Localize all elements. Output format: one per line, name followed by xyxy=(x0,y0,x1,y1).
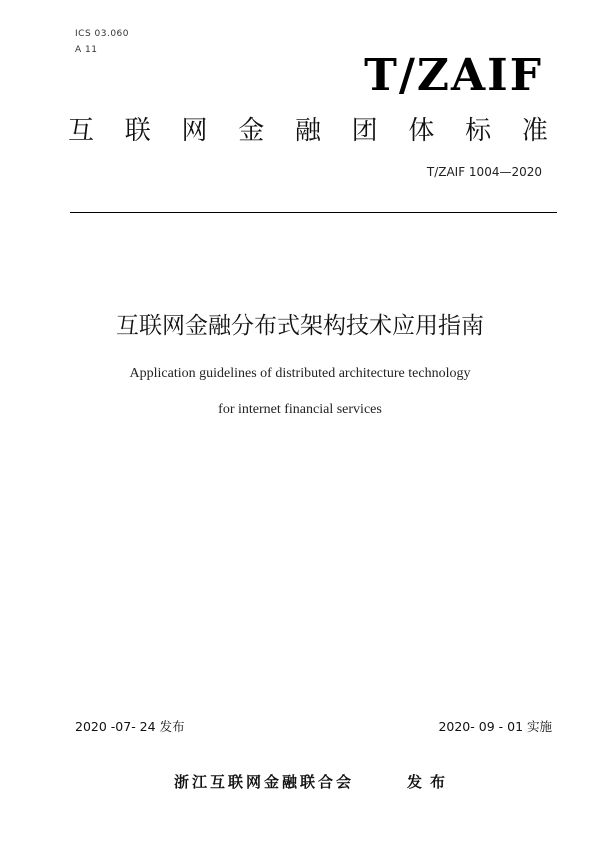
publish-date: 2020 -07- 24 发布 xyxy=(75,719,185,734)
publish-label: 发布 xyxy=(407,773,454,791)
document-title-english-line1: Application guidelines of distributed architecture technology xyxy=(129,366,471,381)
standard-type-char: 金 xyxy=(238,116,265,146)
standard-type-char: 互 xyxy=(68,116,95,146)
publisher-name: 浙江互联网金融联合会 xyxy=(174,773,355,791)
implement-date: 2020- 09 - 01 实施 xyxy=(438,719,552,734)
standard-code-logo: T/ZAIF xyxy=(364,50,543,101)
standard-type-char: 准 xyxy=(521,116,548,146)
document-title-english-line2: for internet financial services xyxy=(218,402,382,417)
standard-type-char: 联 xyxy=(124,116,151,146)
ccs-code: A 11 xyxy=(75,45,98,55)
standard-type-char: 体 xyxy=(408,116,435,146)
standard-type-char: 网 xyxy=(181,116,208,146)
standard-type-char: 融 xyxy=(294,116,321,146)
document-title-chinese: 互联网金融分布式架构技术应用指南 xyxy=(116,313,484,339)
standard-type-char: 团 xyxy=(351,116,378,146)
header-divider xyxy=(70,212,557,213)
standard-type-char: 标 xyxy=(465,116,492,146)
ics-code: ICS 03.060 xyxy=(75,29,130,39)
standard-type-heading xyxy=(68,114,548,148)
standard-number: T/ZAIF 1004—2020 xyxy=(426,165,542,179)
